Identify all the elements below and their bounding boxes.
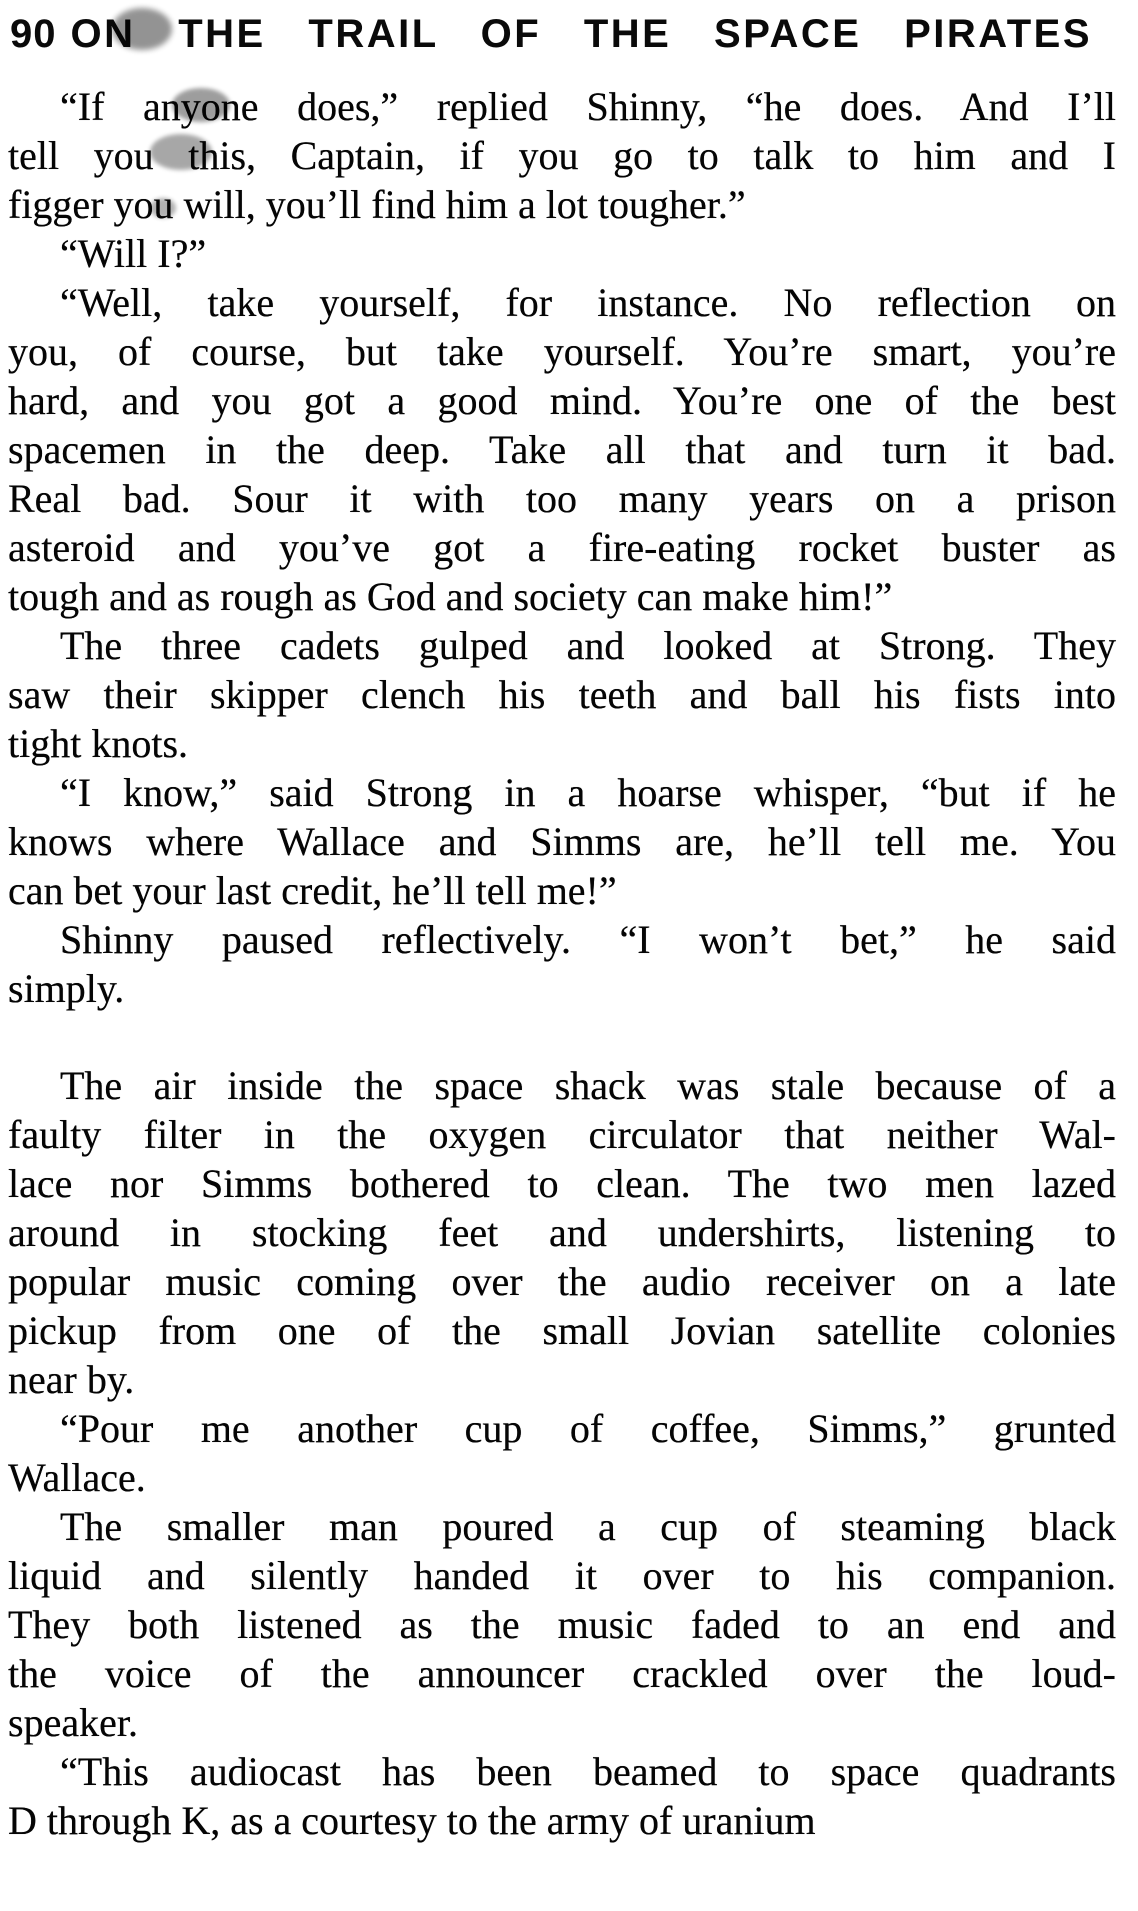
text-line: you, of course, but take yourself. You’re smart, you’re xyxy=(8,329,1116,374)
text-line: “Well, take yourself, for instance. No reflection on xyxy=(60,280,1116,325)
running-title: ON THE TRAIL OF THE SPACE PIRATES xyxy=(70,12,1092,56)
text-line: The smaller man poured a cup of steaming black xyxy=(60,1504,1116,1549)
text-line: Shinny paused reflectively. “I won’t bet,” he said xyxy=(60,917,1116,962)
text-line: liquid and silently handed it over to his companion. xyxy=(8,1553,1116,1598)
paragraph xyxy=(8,1747,1116,1845)
paragraph xyxy=(8,1404,1116,1502)
text-line: can bet your last credit, he’ll tell me!” xyxy=(8,868,617,913)
text-line: simply. xyxy=(8,966,125,1011)
text-line: tough and as rough as God and society can make him!” xyxy=(8,574,893,619)
paragraph xyxy=(8,1061,1116,1404)
text-line: hard, and you got a good mind. You’re one of the best xyxy=(8,378,1116,423)
text-line: around in stocking feet and undershirts, listening to xyxy=(8,1210,1116,1255)
text-line: near by. xyxy=(8,1357,135,1402)
text-line: The air inside the space shack was stale because of a xyxy=(60,1063,1116,1108)
page-body xyxy=(8,82,1116,1845)
text-line: “I know,” said Strong in a hoarse whisper, “but if he xyxy=(60,770,1116,815)
text-line: figger you will, you’ll find him a lot tougher.” xyxy=(8,182,746,227)
text-line: Wallace. xyxy=(8,1455,146,1500)
paragraph xyxy=(8,621,1116,768)
text-line: asteroid and you’ve got a fire-eating rocket buster as xyxy=(8,525,1116,570)
text-line: D through K, as a courtesy to the army of uranium xyxy=(8,1798,816,1843)
text-section xyxy=(8,1061,1116,1845)
paragraph xyxy=(8,229,1116,278)
text-line: Real bad. Sour it with too many years on a prison xyxy=(8,476,1116,521)
text-line: “Will I?” xyxy=(60,231,207,276)
text-line: knows where Wallace and Simms are, he’ll tell me. You xyxy=(8,819,1116,864)
paragraph xyxy=(8,82,1116,229)
text-section xyxy=(8,82,1116,1013)
paragraph xyxy=(8,278,1116,621)
text-line: the voice of the announcer crackled over the loud- xyxy=(8,1651,1116,1696)
text-line: tell you this, Captain, if you go to talk to him and I xyxy=(8,133,1116,178)
text-line: “Pour me another cup of coffee, Simms,” grunted xyxy=(60,1406,1116,1451)
text-line: spacemen in the deep. Take all that and turn it bad. xyxy=(8,427,1116,472)
text-line: “If anyone does,” replied Shinny, “he does. And I’ll xyxy=(60,84,1116,129)
text-line: tight knots. xyxy=(8,721,189,766)
page-header xyxy=(8,10,1116,58)
page-number: 90 xyxy=(10,12,57,56)
text-line: “This audiocast has been beamed to space quadrants xyxy=(60,1749,1116,1794)
text-line: lace nor Simms bothered to clean. The two men lazed xyxy=(8,1161,1116,1206)
paragraph xyxy=(8,915,1116,1013)
text-line: saw their skipper clench his teeth and ball his fists into xyxy=(8,672,1116,717)
paragraph xyxy=(8,1502,1116,1747)
text-line: They both listened as the music faded to an end and xyxy=(8,1602,1116,1647)
text-line: faulty filter in the oxygen circulator that neither Wal- xyxy=(8,1112,1116,1157)
paragraph xyxy=(8,768,1116,915)
text-line: The three cadets gulped and looked at Strong. They xyxy=(60,623,1116,668)
text-line: pickup from one of the small Jovian satellite colonies xyxy=(8,1308,1116,1353)
text-line: speaker. xyxy=(8,1700,138,1745)
text-line: popular music coming over the audio receiver on a late xyxy=(8,1259,1116,1304)
